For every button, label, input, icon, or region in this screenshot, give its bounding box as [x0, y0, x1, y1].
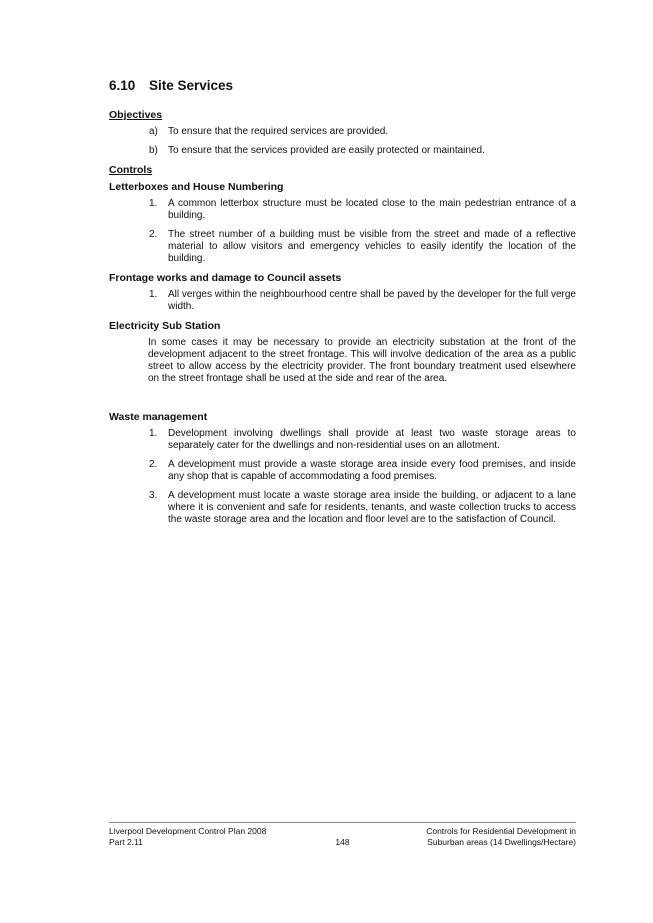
section-title: Site Services — [149, 78, 234, 93]
section-number: 6.10 — [109, 78, 136, 93]
list-item-text: Development involving dwellings shall provide at least two waste storage areas to separately cater for the dwellings and non-residential uses on an allotment. — [168, 428, 576, 451]
frontage-heading: Frontage works and damage to Council assets — [109, 272, 342, 284]
footer-section-subtitle: Suburban areas (14 Dwellings/Hectare) — [427, 837, 576, 847]
document-body — [109, 78, 576, 533]
list-item — [109, 145, 576, 157]
list-marker: 2. — [149, 229, 158, 240]
list-item — [109, 229, 576, 265]
list-item-text: To ensure that the services provided are easily protected or maintained. — [168, 145, 485, 156]
page-number: 148 — [335, 837, 350, 847]
objectives-list — [109, 126, 576, 157]
list-marker: 2. — [149, 459, 158, 470]
list-item-text: A common letterbox structure must be located close to the main pedestrian entrance of a building. — [168, 198, 576, 221]
footer-right — [426, 826, 576, 848]
list-marker: 1. — [149, 428, 158, 439]
objectives-heading: Objectives — [109, 109, 163, 121]
list-marker: a) — [149, 126, 158, 137]
footer-section-title: Controls for Residential Development in — [426, 826, 576, 836]
list-item-text: To ensure that the required services are provided. — [168, 126, 389, 137]
waste-heading: Waste management — [109, 411, 208, 423]
list-item-text: A development must locate a waste storage area inside the building, or adjacent to a lane where it is convenient and safe for residents, tenants, and waste collection trucks to access the waste storage area and the location and floor level are to the satisfaction of Council. — [168, 490, 576, 525]
list-item — [109, 289, 576, 313]
footer-doc-title: Liverpool Development Control Plan 2008 — [109, 826, 267, 836]
list-item-text: All verges within the neighbourhood centre shall be paved by the developer for the full verge width. — [168, 289, 576, 312]
footer-part: Part 2.11 — [109, 837, 143, 847]
list-marker: 1. — [149, 198, 158, 209]
electricity-heading: Electricity Sub Station — [109, 320, 221, 332]
letterboxes-heading: Letterboxes and House Numbering — [109, 181, 284, 193]
list-marker: 3. — [149, 490, 158, 501]
controls-heading: Controls — [109, 164, 153, 176]
list-item — [109, 198, 576, 222]
electricity-paragraph: In some cases it may be necessary to provide an electricity substation at the front of the development adjacent to the street frontage. This will involve dedication of the area as a public street to allow access by the electricity provider. The front boundary treatment used elsewhere on the street frontage shall be used at the side and rear of the area. — [148, 337, 576, 384]
list-item-text: The street number of a building must be visible from the street and made of a reflective material to allow visitors and emergency vehicles to easily identify the location of the building. — [168, 229, 576, 264]
list-item — [109, 490, 576, 526]
list-item — [109, 459, 576, 483]
waste-list — [109, 428, 576, 526]
list-item — [109, 428, 576, 452]
page-footer — [109, 822, 576, 847]
spacer — [109, 385, 576, 411]
list-marker: 1. — [149, 289, 158, 300]
list-item — [109, 126, 576, 138]
list-item-text: A development must provide a waste storage area inside every food premises, and inside any shop that is capable of accommodating a food premises. — [168, 459, 576, 482]
list-marker: b) — [149, 145, 158, 156]
frontage-list — [109, 289, 576, 313]
letterboxes-list — [109, 198, 576, 265]
section-heading — [109, 78, 576, 93]
